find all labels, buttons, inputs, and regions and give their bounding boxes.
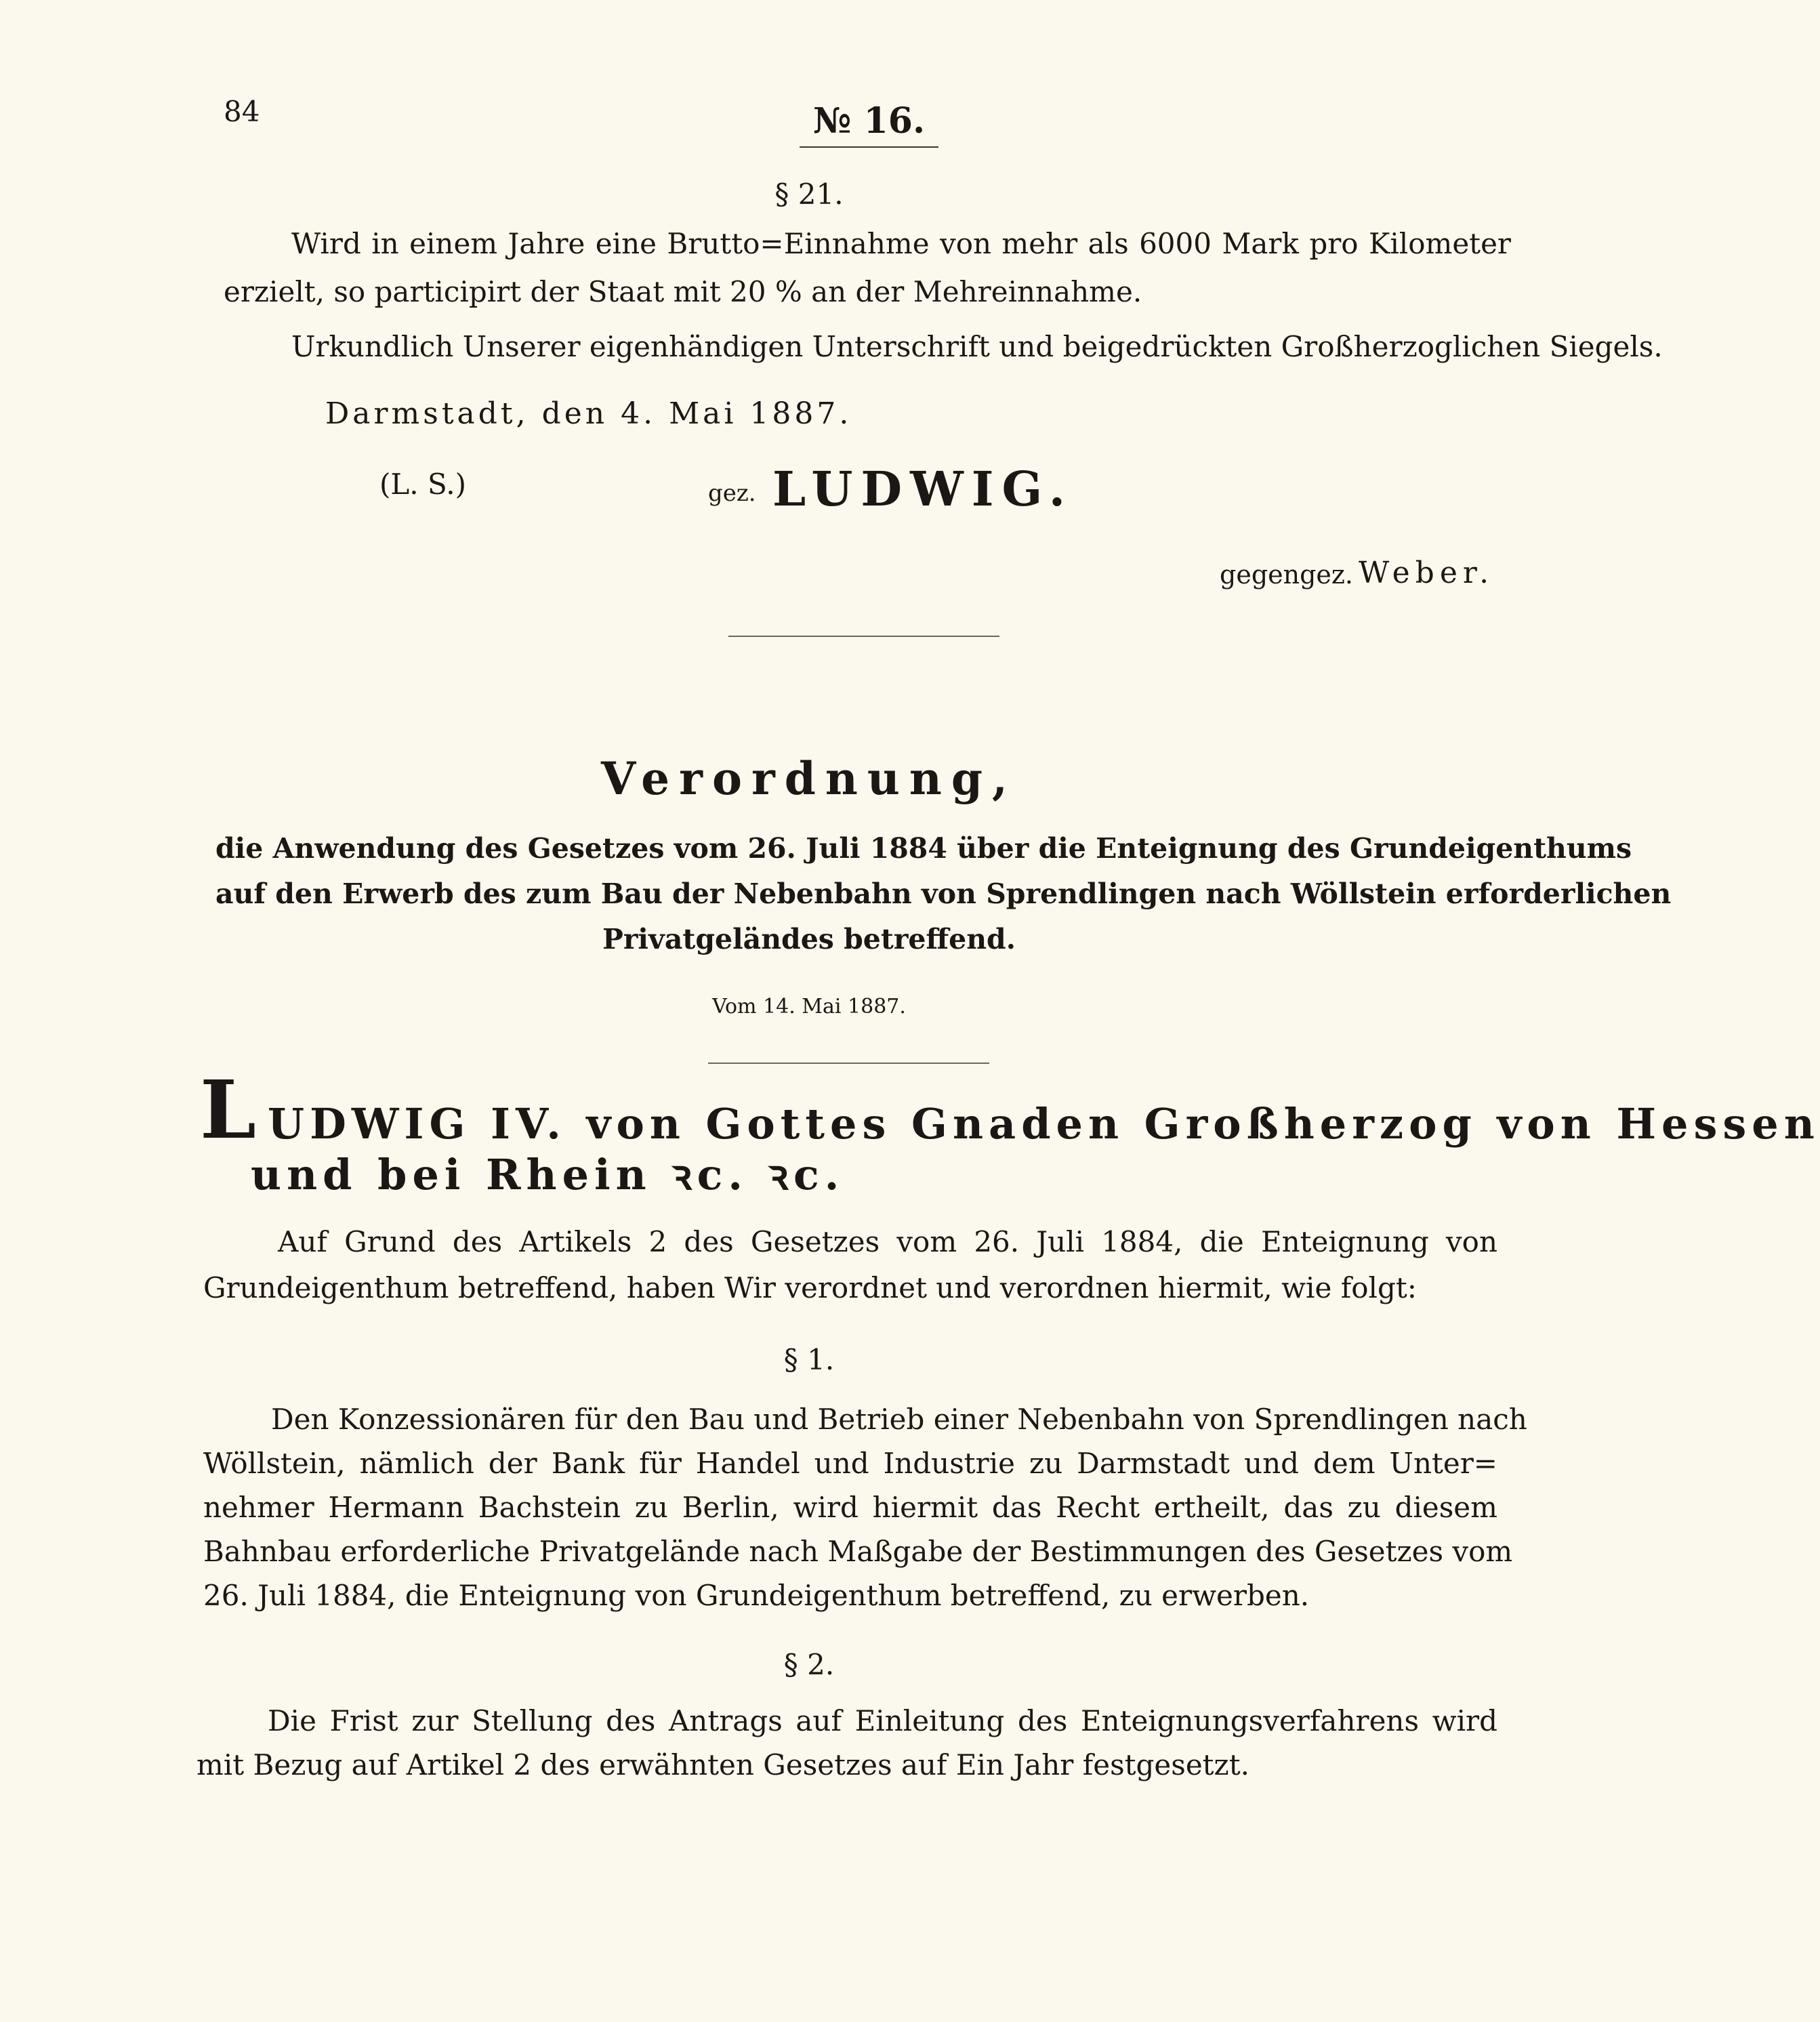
signature-ludwig: LUDWIG. [772,461,1074,517]
place-date: Darmstadt, den 4. Mai 1887. [325,396,852,431]
signed-prefix: gez. [708,480,756,507]
seal-mark: (L. S.) [379,468,466,501]
section-2-line: mit Bezug auf Artikel 2 des erwähnten Gesetzes auf Ein Jahr festgesetzt. [197,1748,1249,1781]
ordinance-divider [708,1062,989,1064]
preamble-line: Grundeigenthum betreffend, haben Wir verordnet und verordnen hiermit, wie folgt: [203,1271,1417,1304]
section-1-line: 26. Juli 1884, die Enteignung von Grundeigenthum betreffend, zu erwerben. [203,1579,1310,1612]
heading-line: UDWIG IV. von Gottes Gnaden Großherzog von Hessen [268,1099,1820,1149]
attestation-line: Urkundlich Unserer eigenhändigen Unterschrift und beigedrückten Großherzoglichen Siegels. [291,330,1663,363]
section-2-heading: § 2. [783,1648,835,1681]
ordinance-subtitle-line: die Anwendung des Gesetzes vom 26. Juli 1884 über die Enteignung des Grundeigenthums [215,832,1632,865]
ordinance-subtitle-line: Privatgeländes betreffend. [602,923,1016,955]
countersign-prefix: gegengez. [1220,560,1354,590]
ordinance-title: Verordnung, [601,752,1017,805]
issue-number: № 16. [813,100,926,142]
section-21-line: Wird in einem Jahre eine Brutto=Einnahme von mehr als 6000 Mark pro Kilometer [291,227,1511,260]
section-1-heading: § 1. [783,1343,835,1376]
section-1-line: Wöllstein, nämlich der Bank für Handel und Industrie zu Darmstadt und dem Unter= [203,1447,1497,1480]
page-number: 84 [224,95,260,128]
countersign-name: Weber. [1359,556,1495,590]
ordinance-subtitle-line: auf den Erwerb des zum Bau der Nebenbahn von Sprendlingen nach Wöllstein erforderlichen [215,878,1672,910]
section-1-line: Den Konzessionären für den Bau und Betrieb einer Nebenbahn von Sprendlingen nach [271,1403,1527,1436]
section-2-line: Die Frist zur Stellung des Antrags auf Einleitung des Enteignungsverfahrens wird [268,1704,1497,1737]
heading-line: und bei Rhein ꝛc. ꝛc. [251,1150,845,1199]
section-1-line: Bahnbau erforderliche Privatgelände nach Maßgabe der Bestimmungen des Gesetzes vom [203,1535,1513,1568]
section-1-line: nehmer Hermann Bachstein zu Berlin, wird hiermit das Recht ertheilt, das zu diesem [203,1491,1497,1524]
section-divider [728,636,999,637]
heading-initial: L [200,1062,256,1157]
section-21-heading: § 21. [774,178,844,211]
ordinance-date: Vom 14. Mai 1887. [712,995,906,1018]
preamble-line: Auf Grund des Artikels 2 des Gesetzes vom 26. Juli 1884, die Enteignung von [278,1225,1497,1258]
section-21-line: erzielt, so participirt der Staat mit 20 % an der Mehreinnahme. [224,275,1142,308]
issue-underline [800,146,938,148]
